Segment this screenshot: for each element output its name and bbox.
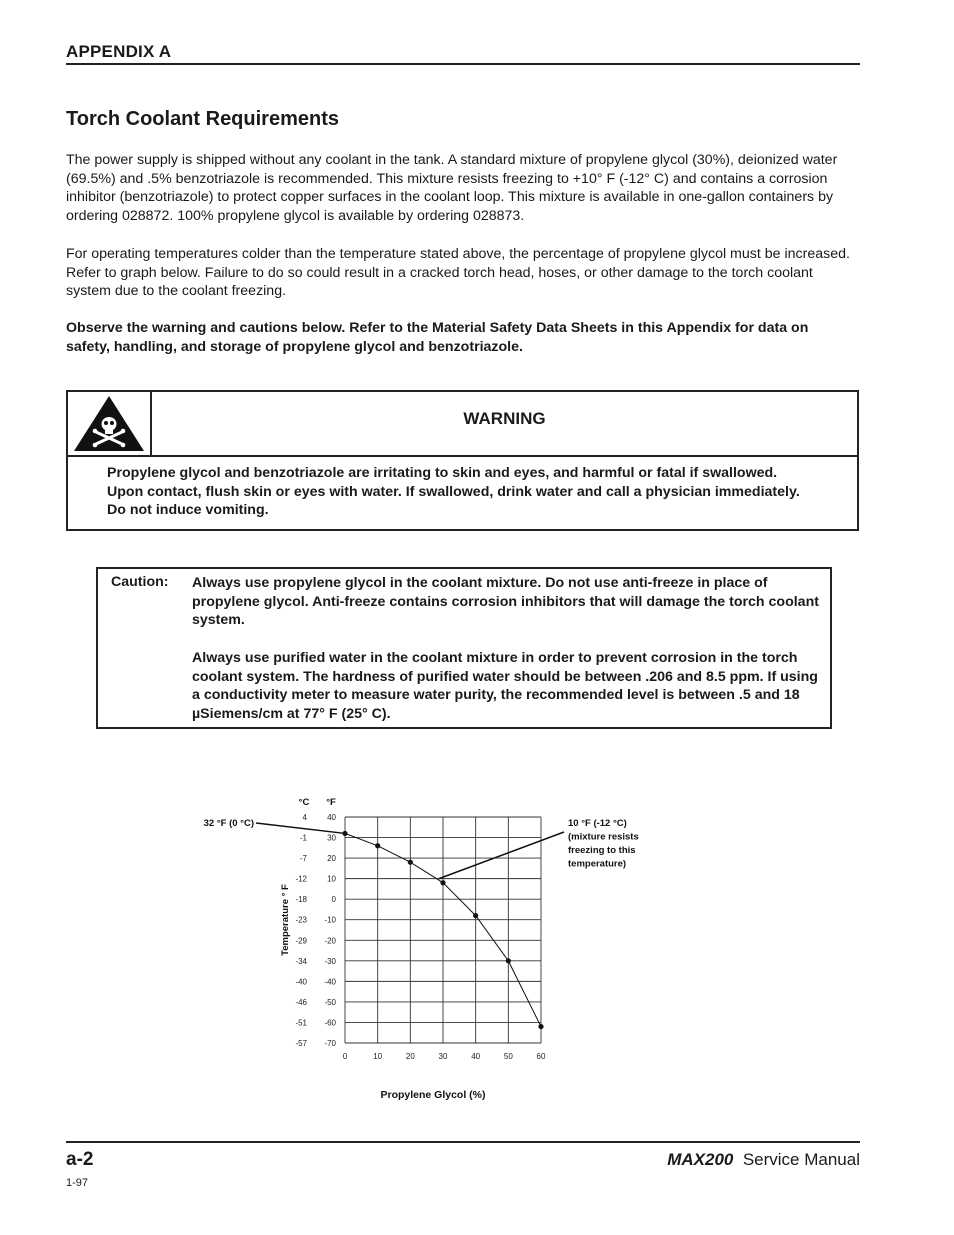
y-tick-label-f: 0 bbox=[331, 895, 336, 905]
data-point bbox=[375, 843, 380, 848]
annotation-right-line: freezing to this bbox=[568, 845, 636, 856]
y-tick-label-f: 10 bbox=[327, 874, 336, 884]
manual-title bbox=[667, 1150, 860, 1170]
y-tick-label-c: 4 bbox=[302, 813, 307, 822]
y-tick-label-c: -29 bbox=[295, 936, 307, 946]
warning-text: Propylene glycol and benzotriazole are irritating to skin and eyes, and harmful or fatal if swallowed. Upon contact, flush skin or eyes with water. If swallowed, drink water and call a physician immediately. Do not induce vomiting. bbox=[107, 465, 800, 519]
x-tick-label: 40 bbox=[471, 1052, 481, 1061]
skull-crossbones-icon bbox=[68, 392, 150, 455]
data-point bbox=[473, 913, 478, 918]
y-tick-label-c: -46 bbox=[295, 997, 307, 1007]
x-tick-label: 30 bbox=[438, 1052, 448, 1061]
data-point bbox=[538, 1024, 543, 1029]
warning-title: WARNING bbox=[463, 409, 546, 428]
y-tick-label-c: -40 bbox=[295, 977, 307, 987]
x-tick-label: 20 bbox=[405, 1052, 415, 1061]
manual-name: Service Manual bbox=[742, 1150, 860, 1169]
page-number: a-2 bbox=[66, 1149, 94, 1170]
x-axis-label: Propylene Glycol (%) bbox=[380, 1089, 486, 1101]
page-title: Torch Coolant Requirements bbox=[66, 108, 339, 130]
y-tick-label-c: -12 bbox=[295, 874, 307, 884]
y-tick-label-c: -18 bbox=[295, 895, 307, 905]
data-point bbox=[506, 958, 511, 963]
caution-text-1: Always use propylene glycol in the coolant mixture. Do not use anti-freeze in place of propylene glycol. Anti-freeze contains corrosion inhibitors that will damage the torch coolant system. bbox=[192, 575, 819, 629]
observe-paragraph: Observe the warning and cautions below. Refer to the Material Safety Data Sheets in this Appendix for data on safety, handling, and storage of propylene glycol and benzotriazole. bbox=[66, 320, 809, 355]
y-tick-label-c: -7 bbox=[299, 854, 307, 864]
warning-icon-cell bbox=[68, 392, 152, 455]
y-tick-label-c: -23 bbox=[295, 915, 307, 925]
y-tick-label-f: 20 bbox=[327, 854, 336, 864]
y-tick-label-f: -60 bbox=[324, 1018, 336, 1028]
annotation-left: 32 °F (0 °C) bbox=[203, 818, 254, 829]
warning-box bbox=[66, 390, 859, 531]
y-axis-label: Temperature ° F bbox=[280, 884, 291, 956]
warning-divider bbox=[68, 455, 857, 457]
caution-text-2: Always use purified water in the coolant mixture in order to prevent corrosion in the torch coolant system. The hardness of purified water should be between .206 and 8.5 ppm. If using a conductivity meter to measure water purity, the recommended level is between .5 and 18 µSiemens/cm at 77° F (25° C). bbox=[192, 650, 818, 723]
revision-date: 1-97 bbox=[66, 1177, 89, 1189]
x-tick-label: 10 bbox=[373, 1052, 383, 1061]
annotation-right-line: (mixture resists bbox=[568, 831, 639, 843]
unit-f-label: °F bbox=[326, 797, 336, 808]
footer-rule bbox=[66, 1141, 860, 1143]
y-tick-label-f: -40 bbox=[324, 977, 336, 987]
annotation-right-line: 10 °F (-12 °C) bbox=[568, 818, 627, 829]
data-point bbox=[440, 880, 445, 885]
unit-c-label: °C bbox=[298, 797, 310, 808]
header-rule bbox=[66, 63, 860, 65]
data-point bbox=[408, 860, 413, 865]
annotation-right-line: temperature) bbox=[568, 858, 627, 870]
y-tick-label-f: 40 bbox=[327, 813, 336, 822]
y-tick-label-f: 30 bbox=[327, 833, 336, 843]
temperature-paragraph: For operating temperatures colder than the temperature stated above, the percentage of propylene glycol must be increased. Refer to graph below. Failure to do so could result in a cracked torch head, hoses, or other damage to the torch coolant system due to the coolant freezing. bbox=[66, 246, 850, 300]
y-tick-label-f: -20 bbox=[324, 936, 336, 946]
y-tick-label-c: -57 bbox=[295, 1039, 307, 1048]
y-tick-label-f: -70 bbox=[324, 1039, 336, 1048]
annotation-right-leader bbox=[439, 832, 564, 879]
caution-box bbox=[96, 567, 832, 729]
x-tick-label: 0 bbox=[342, 1052, 348, 1061]
x-tick-label: 60 bbox=[536, 1052, 546, 1061]
appendix-heading: APPENDIX A bbox=[66, 42, 172, 61]
intro-paragraph: The power supply is shipped without any coolant in the tank. A standard mixture of propylene glycol (30%), deionized water (69.5%) and .5% benzotriazole is recommended. This mixture resists freezing to +10° F (-12° C) and contains a corrosion inhibitor (benzotriazole) to protect copper surfaces in the coolant loop. This mixture is available in one-gallon containers by ordering 028872. 100% propylene glycol is available by ordering 028873. bbox=[66, 152, 838, 225]
y-tick-label-c: -51 bbox=[295, 1018, 307, 1028]
y-tick-label-f: -10 bbox=[324, 915, 336, 925]
y-tick-label-c: -34 bbox=[295, 956, 307, 966]
glycol-freezing-chart bbox=[180, 790, 680, 1110]
model-name: MAX200 bbox=[667, 1150, 734, 1169]
annotation-left-leader bbox=[256, 823, 345, 833]
y-tick-label-c: -1 bbox=[299, 833, 307, 843]
y-tick-label-f: -30 bbox=[324, 956, 336, 966]
x-tick-label: 50 bbox=[503, 1052, 513, 1061]
y-tick-label-f: -50 bbox=[324, 997, 336, 1007]
caution-label: Caution: bbox=[111, 574, 169, 590]
